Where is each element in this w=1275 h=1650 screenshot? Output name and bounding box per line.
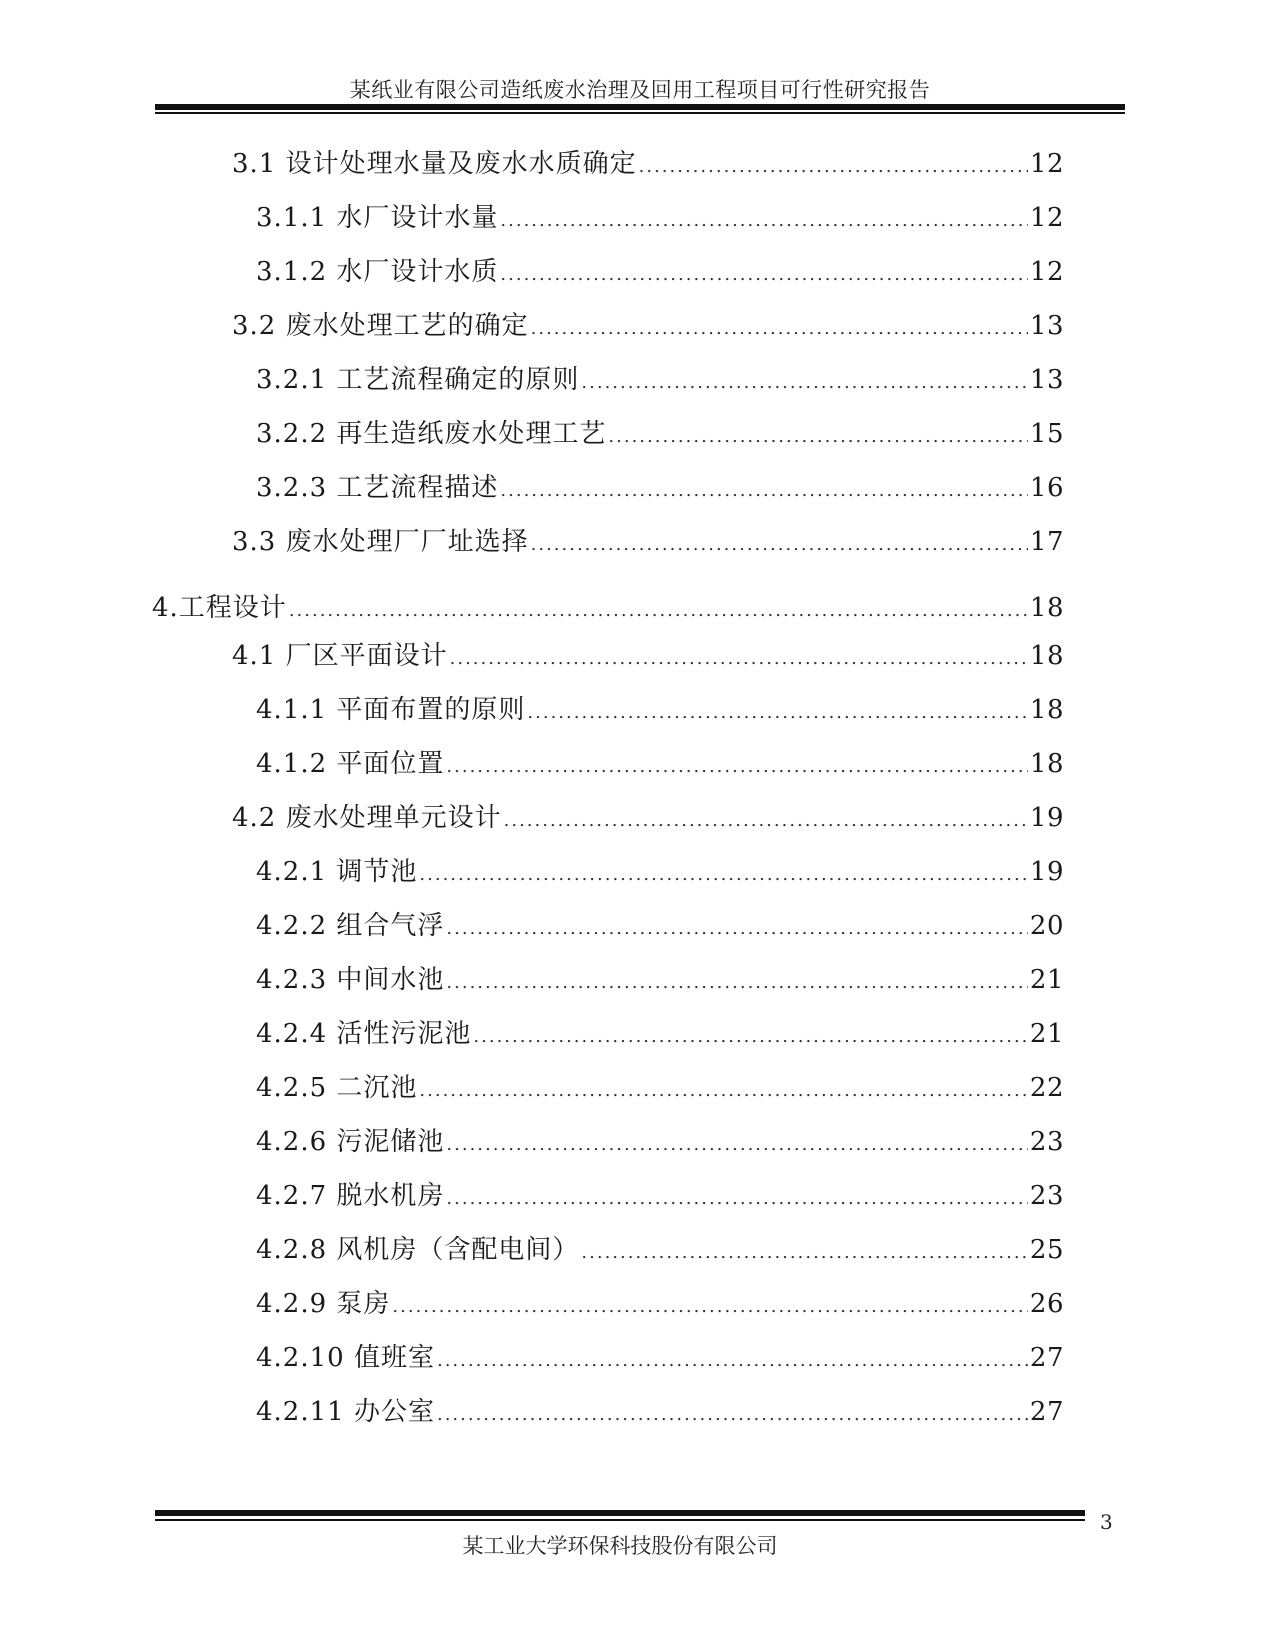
toc-page-number: 23 xyxy=(1029,1127,1064,1157)
toc-label: 3.2.1 工艺流程确定的原则 xyxy=(256,365,580,395)
toc-page-number: 15 xyxy=(1029,419,1064,449)
toc-leader-dots xyxy=(446,909,1027,949)
toc-label: 4.2.10 值班室 xyxy=(256,1343,435,1373)
page-footer xyxy=(155,1510,1125,1580)
toc-leader-dots xyxy=(446,963,1027,1003)
toc-page-number: 27 xyxy=(1029,1397,1064,1427)
toc-entry-4-1-1[interactable] xyxy=(256,690,1064,730)
toc-page-number: 26 xyxy=(1029,1289,1064,1319)
toc-leader-dots xyxy=(289,591,1028,631)
toc-leader-dots xyxy=(446,747,1027,787)
toc-leader-dots xyxy=(473,1017,1027,1057)
toc-entry-4[interactable] xyxy=(152,588,1064,628)
toc-entry-4-2-7[interactable] xyxy=(256,1176,1064,1216)
toc-entry-3-1-1[interactable] xyxy=(256,198,1064,238)
toc-page-number: 13 xyxy=(1029,365,1064,395)
toc-page-number: 22 xyxy=(1029,1073,1064,1103)
toc-entry-4-2-10[interactable] xyxy=(256,1338,1064,1378)
toc-entry-4-2-8[interactable] xyxy=(256,1230,1064,1270)
toc-page-number: 19 xyxy=(1029,857,1064,887)
toc-entry-3-1[interactable] xyxy=(232,144,1064,184)
toc-leader-dots xyxy=(392,1287,1027,1327)
toc-label: 4.2.4 活性污泥池 xyxy=(256,1019,472,1049)
toc-page-number: 21 xyxy=(1029,965,1064,995)
toc-label: 3.1 设计处理水量及废水水质确定 xyxy=(232,149,637,179)
toc-leader-dots xyxy=(639,147,1028,187)
toc-label: 3.2 废水处理工艺的确定 xyxy=(232,311,529,341)
toc-label: 3.2.2 再生造纸废水处理工艺 xyxy=(256,419,607,449)
toc-label: 4.1.2 平面位置 xyxy=(256,749,445,779)
toc-entry-4-2-11[interactable] xyxy=(256,1392,1064,1432)
toc-page-number: 27 xyxy=(1029,1343,1064,1373)
toc-leader-dots xyxy=(437,1395,1028,1435)
toc-label: 4.2 废水处理单元设计 xyxy=(232,803,502,833)
toc-page-number: 13 xyxy=(1029,311,1064,341)
toc-page-number: 12 xyxy=(1029,257,1064,287)
toc-page-number: 12 xyxy=(1029,149,1064,179)
toc-leader-dots xyxy=(608,417,1027,457)
toc-entry-4-2[interactable] xyxy=(232,798,1064,838)
toc-leader-dots xyxy=(531,309,1028,349)
toc-label: 4.1 厂区平面设计 xyxy=(232,641,448,671)
toc-page-number: 18 xyxy=(1029,641,1064,671)
toc-page-number: 17 xyxy=(1029,527,1064,557)
toc-leader-dots xyxy=(504,801,1028,841)
toc-entry-3-2-2[interactable] xyxy=(256,414,1064,454)
toc-leader-dots xyxy=(527,693,1027,733)
toc-entry-4-2-1[interactable] xyxy=(256,852,1064,892)
toc-label: 4.2.11 办公室 xyxy=(256,1397,435,1427)
toc-leader-dots xyxy=(419,855,1027,895)
toc-leader-dots xyxy=(437,1341,1028,1381)
toc-entry-3-2[interactable] xyxy=(232,306,1064,346)
page-number: 3 xyxy=(1100,1510,1113,1534)
toc-entry-4-2-5[interactable] xyxy=(256,1068,1064,1108)
toc-page-number: 20 xyxy=(1029,911,1064,941)
toc-label: 4.2.8 风机房（含配电间） xyxy=(256,1235,580,1265)
footer-divider xyxy=(155,1510,1085,1516)
toc-leader-dots xyxy=(581,1233,1027,1273)
toc-entry-3-3[interactable] xyxy=(232,522,1064,562)
header-divider-thin xyxy=(155,112,1125,114)
toc-entry-4-2-9[interactable] xyxy=(256,1284,1064,1324)
toc-entry-3-2-1[interactable] xyxy=(256,360,1064,400)
toc-leader-dots xyxy=(500,471,1027,511)
toc-entry-4-2-4[interactable] xyxy=(256,1014,1064,1054)
toc-leader-dots xyxy=(446,1179,1027,1219)
toc-label: 3.3 废水处理厂厂址选择 xyxy=(232,527,529,557)
page-header xyxy=(155,72,1125,112)
toc-entry-3-1-2[interactable] xyxy=(256,252,1064,292)
toc-label: 4.2.6 污泥储池 xyxy=(256,1127,445,1157)
toc-page-number: 16 xyxy=(1029,473,1064,503)
toc-page-number: 18 xyxy=(1029,695,1064,725)
toc-leader-dots xyxy=(500,255,1027,295)
toc-label: 3.1.1 水厂设计水量 xyxy=(256,203,499,233)
toc-entry-3-2-3[interactable] xyxy=(256,468,1064,508)
footer-company-name: 某工业大学环保科技股份有限公司 xyxy=(462,1534,778,1558)
document-title: 某纸业有限公司造纸废水治理及回用工程项目可行性研究报告 xyxy=(349,78,931,102)
toc-label: 4.2.5 二沉池 xyxy=(256,1073,418,1103)
toc-entry-4-2-3[interactable] xyxy=(256,960,1064,1000)
toc-leader-dots xyxy=(419,1071,1027,1111)
toc-label: 4.2.7 脱水机房 xyxy=(256,1181,445,1211)
toc-page-number: 21 xyxy=(1029,1019,1064,1049)
toc-label: 4.2.9 泵房 xyxy=(256,1289,391,1319)
toc-label: 4.1.1 平面布置的原则 xyxy=(256,695,526,725)
toc-entry-4-2-2[interactable] xyxy=(256,906,1064,946)
toc-entry-4-1[interactable] xyxy=(232,636,1064,676)
toc-label: 4.2.3 中间水池 xyxy=(256,965,445,995)
toc-leader-dots xyxy=(500,201,1027,241)
toc-page-number: 19 xyxy=(1029,803,1064,833)
toc-label: 4.2.1 调节池 xyxy=(256,857,418,887)
toc-page-number: 18 xyxy=(1029,593,1064,623)
toc-entry-4-1-2[interactable] xyxy=(256,744,1064,784)
toc-leader-dots xyxy=(581,363,1027,403)
toc-page-number: 25 xyxy=(1029,1235,1064,1265)
toc-leader-dots xyxy=(531,525,1028,565)
toc-page-number: 23 xyxy=(1029,1181,1064,1211)
toc-label: 3.1.2 水厂设计水质 xyxy=(256,257,499,287)
toc-leader-dots xyxy=(446,1125,1027,1165)
toc-leader-dots xyxy=(450,639,1028,679)
header-divider xyxy=(155,104,1125,110)
footer-divider-thin xyxy=(155,1519,1085,1521)
toc-label: 4.工程设计 xyxy=(152,593,287,623)
toc-page-number: 18 xyxy=(1029,749,1064,779)
toc-page-number: 12 xyxy=(1029,203,1064,233)
toc-entry-4-2-6[interactable] xyxy=(256,1122,1064,1162)
toc-label: 4.2.2 组合气浮 xyxy=(256,911,445,941)
toc-label: 3.2.3 工艺流程描述 xyxy=(256,473,499,503)
